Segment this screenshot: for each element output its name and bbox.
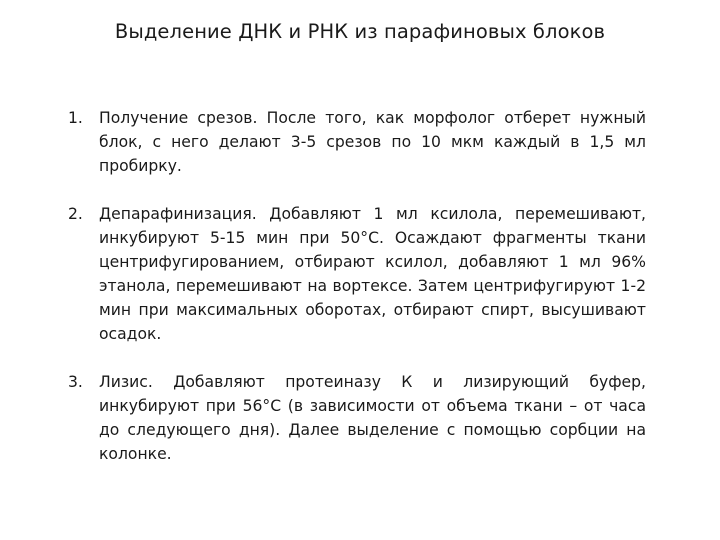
step-text: Депарафинизация. Добавляют 1 мл ксилола, перемешивают, инкубируют 5-15 мин при 50°С. Осаждают фрагменты ткани центрифугированием, отбирают ксилол, добавляют 1 мл 96% этанола, перемешивают на вортексе. Затем центрифугируют 1-2 мин при максимальных оборотах, отбирают спирт, высушивают осадок. bbox=[99, 205, 646, 343]
step-number: 2. bbox=[68, 205, 83, 223]
step-text: Лизис. Добавляют протеиназу К и лизирующий буфер, инкубируют при 56°С (в зависимости от объема ткани – от часа до следующего дня). Далее выделение с помощью сорбции на колонке. bbox=[99, 373, 646, 463]
list-item-step-1 bbox=[68, 106, 646, 178]
list-item-step-3 bbox=[68, 370, 646, 466]
step-text: Получение срезов. После того, как морфолог отберет нужный блок, с него делают 3-5 срезов по 10 мкм каждый в 1,5 мл пробирку. bbox=[99, 109, 646, 175]
step-number: 1. bbox=[68, 109, 83, 127]
list-item-step-2 bbox=[68, 202, 646, 346]
step-number: 3. bbox=[68, 373, 83, 391]
slide-title: Выделение ДНК и РНК из парафиновых блоков bbox=[114, 20, 606, 43]
steps-list bbox=[68, 106, 646, 466]
